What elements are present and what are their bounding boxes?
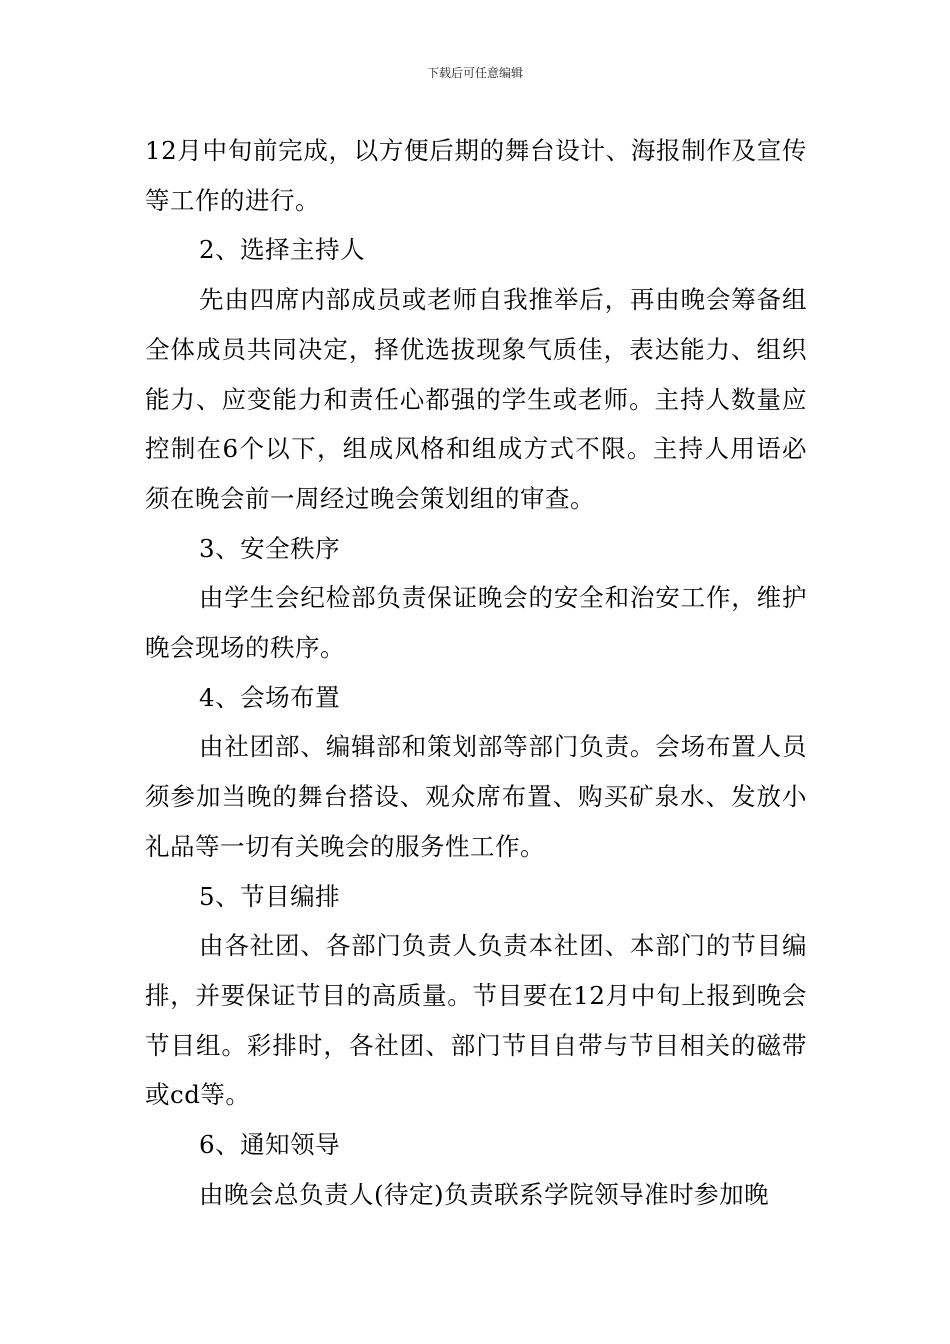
page-header-note: 下载后可任意编辑 bbox=[426, 66, 523, 80]
paragraph-program: 由各社团、各部门负责人负责本社团、本部门的节目编排，并要保证节目的高质量。节目要在12月中旬上报到晚会节目组。彩排时，各社团、部门节目自带与节目相关的磁带或cd等。 bbox=[145, 931, 807, 1110]
paragraph-leaders: 由晚会总负责人(待定)负责联系学院领导准时参加晚 bbox=[199, 1179, 770, 1209]
document-body bbox=[145, 126, 807, 1219]
paragraph-venue: 由社团部、编辑部和策划部等部门负责。会场布置人员须参加当晚的舞台搭设、观众席布置、购买矿泉水、发放小礼品等一切有关晚会的服务性工作。 bbox=[145, 732, 807, 861]
section-heading-venue: 4、会场布置 bbox=[199, 682, 341, 712]
section-heading-leaders: 6、通知领导 bbox=[199, 1130, 341, 1160]
section-heading-host: 2、选择主持人 bbox=[199, 235, 366, 265]
paragraph-host: 先由四席内部成员或老师自我推举后，再由晚会筹备组全体成员共同决定，择优选拔现象气质佳，表达能力、组织能力、应变能力和责任心都强的学生或老师。主持人数量应控制在6个以下，组成风格和组成方式不限。主持人用语必须在晚会前一周经过晚会策划组的审查。 bbox=[145, 285, 807, 513]
section-heading-security: 3、安全秩序 bbox=[199, 533, 341, 563]
paragraph-security: 由学生会纪检部负责保证晚会的安全和治安工作，维护晚会现场的秩序。 bbox=[145, 583, 807, 663]
paragraph-continued: 12月中旬前完成，以方便后期的舞台设计、海报制作及宣传等工作的进行。 bbox=[145, 136, 807, 215]
section-heading-program: 5、节目编排 bbox=[199, 881, 341, 911]
